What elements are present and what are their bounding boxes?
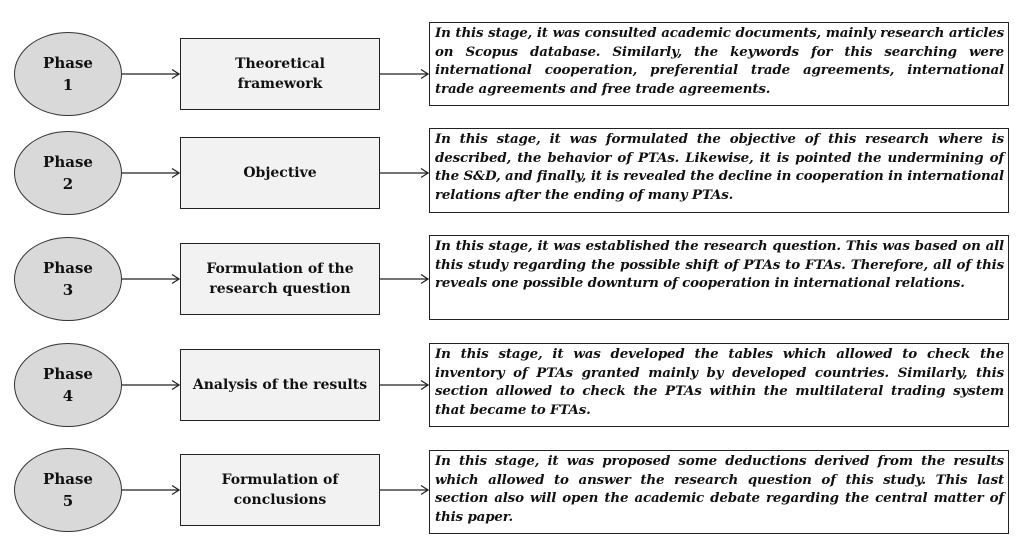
phase-description-box-5: [429, 450, 1009, 534]
arrow-circle-to-box-3: [122, 273, 180, 285]
arrow-box-to-desc-4: [380, 379, 429, 391]
phase-number: 3: [62, 281, 74, 299]
phase-label: Phase: [43, 153, 93, 171]
phase-title-box-2: [180, 137, 380, 209]
phase-title: Analysis of the results: [192, 377, 368, 393]
phase-title: Objective: [243, 165, 317, 181]
phase-description: In this stage, it was developed the tables which allowed to check the inventory of PTAs granted mainly by developed countries. Similarly, this section allowed to check the PTAs within the multilateral trading system that became to FTAs.: [435, 346, 1004, 418]
arrow-circle-to-box-2: [122, 167, 180, 179]
phase-circle-5: [14, 448, 122, 532]
phase-description-box-2: [429, 128, 1009, 213]
phase-circle-2: [14, 131, 122, 215]
phase-label: Phase: [43, 470, 93, 488]
arrow-box-to-desc-5: [380, 484, 429, 496]
phase-label: Phase: [43, 259, 93, 277]
phase-label: Phase: [43, 54, 93, 72]
phase-title-box-3: [180, 243, 380, 315]
phase-description: In this stage, it was consulted academic documents, mainly research articles on Scopus database. Similarly, the keywords for this searching were international cooperation, preferential trade agreements, international trade agreements and free trade agreements.: [435, 25, 1004, 97]
arrow-circle-to-box-4: [122, 379, 180, 391]
phase-title: Theoretical framework: [235, 56, 325, 92]
phase-title-box-4: [180, 349, 380, 421]
phase-description: In this stage, it was formulated the objective of this research where is described, the behavior of PTAs. Likewise, it is pointed the undermining of the S&D, and finally, it is revealed the decline in cooperation in international relations after the ending of many PTAs.: [435, 131, 1004, 203]
phase-title: Formulation of conclusions: [221, 472, 339, 508]
phase-title-box-5: [180, 454, 380, 526]
phase-description: In this stage, it was proposed some deductions derived from the results which allowed to answer the research question of this study. This last section also will open the academic debate regarding the central matter of this paper.: [435, 453, 1004, 525]
phase-number: 4: [62, 387, 74, 405]
arrow-circle-to-box-5: [122, 484, 180, 496]
phase-title: Formulation of the research question: [206, 261, 354, 297]
phase-number: 5: [62, 492, 74, 510]
phase-circle-3: [14, 237, 122, 321]
arrow-box-to-desc-2: [380, 167, 429, 179]
phase-number: 1: [62, 76, 74, 94]
phase-description-box-4: [429, 343, 1009, 427]
phase-description-box-3: [429, 235, 1009, 320]
phase-label: Phase: [43, 365, 93, 383]
phase-number: 2: [62, 175, 74, 193]
arrow-box-to-desc-3: [380, 273, 429, 285]
phase-circle-4: [14, 343, 122, 427]
phase-description: In this stage, it was established the research question. This was based on all this study regarding the possible shift of PTAs to FTAs. Therefore, all of this reveals one possible downturn of cooperation in international relations.: [435, 238, 1004, 291]
